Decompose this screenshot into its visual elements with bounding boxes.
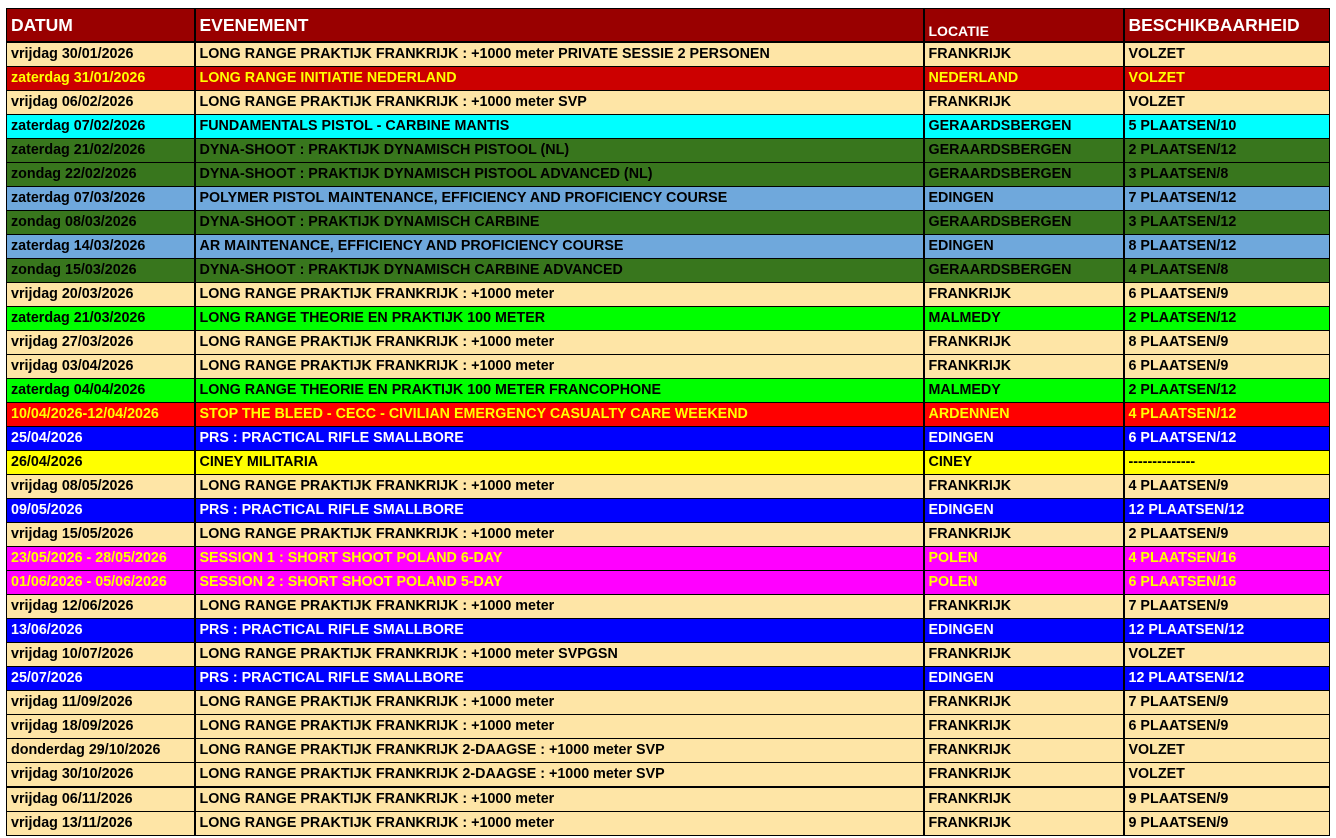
cell-beschikbaarheid: 12 PLAATSEN/12 <box>1124 667 1330 691</box>
cell-beschikbaarheid: 2 PLAATSEN/12 <box>1124 139 1330 163</box>
cell-beschikbaarheid: 7 PLAATSEN/9 <box>1124 595 1330 619</box>
cell-beschikbaarheid: 3 PLAATSEN/8 <box>1124 163 1330 187</box>
table-row <box>7 763 1330 788</box>
cell-beschikbaarheid: 5 PLAATSEN/10 <box>1124 115 1330 139</box>
cell-datum: 23/05/2026 - 28/05/2026 <box>7 547 195 571</box>
cell-beschikbaarheid: VOLZET <box>1124 643 1330 667</box>
cell-beschikbaarheid: 12 PLAATSEN/12 <box>1124 619 1330 643</box>
cell-datum: vrijdag 30/01/2026 <box>7 42 195 67</box>
cell-datum: zaterdag 31/01/2026 <box>7 67 195 91</box>
cell-locatie: FRANKRIJK <box>924 331 1124 355</box>
cell-beschikbaarheid: VOLZET <box>1124 67 1330 91</box>
cell-evenement: LONG RANGE THEORIE EN PRAKTIJK 100 METER FRANCOPHONE <box>195 379 924 403</box>
cell-locatie: GERAARDSBERGEN <box>924 259 1124 283</box>
cell-locatie: ARDENNEN <box>924 403 1124 427</box>
table-row <box>7 259 1330 283</box>
cell-beschikbaarheid: 7 PLAATSEN/12 <box>1124 187 1330 211</box>
cell-locatie: EDINGEN <box>924 187 1124 211</box>
cell-evenement: LONG RANGE PRAKTIJK FRANKRIJK : +1000 meter <box>195 331 924 355</box>
cell-locatie: FRANKRIJK <box>924 739 1124 763</box>
cell-beschikbaarheid: 8 PLAATSEN/9 <box>1124 331 1330 355</box>
table-row <box>7 739 1330 763</box>
cell-evenement: DYNA-SHOOT : PRAKTIJK DYNAMISCH PISTOOL ADVANCED (NL) <box>195 163 924 187</box>
cell-datum: zaterdag 21/02/2026 <box>7 139 195 163</box>
cell-locatie: MALMEDY <box>924 307 1124 331</box>
cell-datum: vrijdag 18/09/2026 <box>7 715 195 739</box>
cell-beschikbaarheid: 2 PLAATSEN/12 <box>1124 379 1330 403</box>
cell-datum: vrijdag 12/06/2026 <box>7 595 195 619</box>
cell-evenement: LONG RANGE PRAKTIJK FRANKRIJK : +1000 meter <box>195 691 924 715</box>
cell-datum: zondag 15/03/2026 <box>7 259 195 283</box>
cell-datum: vrijdag 08/05/2026 <box>7 475 195 499</box>
table-row <box>7 715 1330 739</box>
table-row <box>7 451 1330 475</box>
cell-locatie: FRANKRIJK <box>924 91 1124 115</box>
cell-beschikbaarheid: 7 PLAATSEN/9 <box>1124 691 1330 715</box>
cell-evenement: LONG RANGE PRAKTIJK FRANKRIJK : +1000 meter <box>195 283 924 307</box>
table-header <box>7 9 1330 43</box>
cell-locatie: GERAARDSBERGEN <box>924 139 1124 163</box>
table-row <box>7 787 1330 812</box>
cell-evenement: SESSION 2 : SHORT SHOOT POLAND 5-DAY <box>195 571 924 595</box>
cell-locatie: EDINGEN <box>924 667 1124 691</box>
cell-datum: zaterdag 04/04/2026 <box>7 379 195 403</box>
cell-datum: zondag 22/02/2026 <box>7 163 195 187</box>
cell-evenement: FUNDAMENTALS PISTOL - CARBINE MANTIS <box>195 115 924 139</box>
cell-beschikbaarheid: VOLZET <box>1124 763 1330 788</box>
cell-evenement: LONG RANGE PRAKTIJK FRANKRIJK : +1000 meter SVPGSN <box>195 643 924 667</box>
cell-beschikbaarheid: 4 PLAATSEN/12 <box>1124 403 1330 427</box>
cell-evenement: DYNA-SHOOT : PRAKTIJK DYNAMISCH CARBINE ADVANCED <box>195 259 924 283</box>
table-row <box>7 307 1330 331</box>
cell-beschikbaarheid: 6 PLAATSEN/9 <box>1124 355 1330 379</box>
cell-evenement: LONG RANGE THEORIE EN PRAKTIJK 100 METER <box>195 307 924 331</box>
table-row <box>7 163 1330 187</box>
cell-beschikbaarheid: VOLZET <box>1124 91 1330 115</box>
table-body <box>7 42 1330 836</box>
table-row <box>7 379 1330 403</box>
cell-datum: vrijdag 20/03/2026 <box>7 283 195 307</box>
cell-datum: 25/04/2026 <box>7 427 195 451</box>
cell-datum: zaterdag 21/03/2026 <box>7 307 195 331</box>
cell-beschikbaarheid: -------------- <box>1124 451 1330 475</box>
cell-locatie: FRANKRIJK <box>924 787 1124 812</box>
table-row <box>7 812 1330 836</box>
cell-beschikbaarheid: 6 PLAATSEN/9 <box>1124 283 1330 307</box>
cell-locatie: POLEN <box>924 571 1124 595</box>
cell-evenement: LONG RANGE PRAKTIJK FRANKRIJK : +1000 meter <box>195 523 924 547</box>
table-row <box>7 523 1330 547</box>
cell-locatie: MALMEDY <box>924 379 1124 403</box>
cell-locatie: FRANKRIJK <box>924 595 1124 619</box>
cell-beschikbaarheid: 6 PLAATSEN/12 <box>1124 427 1330 451</box>
cell-evenement: LONG RANGE INITIATIE NEDERLAND <box>195 67 924 91</box>
table-row <box>7 403 1330 427</box>
cell-beschikbaarheid: 4 PLAATSEN/16 <box>1124 547 1330 571</box>
cell-evenement: DYNA-SHOOT : PRAKTIJK DYNAMISCH PISTOOL (NL) <box>195 139 924 163</box>
cell-beschikbaarheid: 8 PLAATSEN/12 <box>1124 235 1330 259</box>
cell-datum: 01/06/2026 - 05/06/2026 <box>7 571 195 595</box>
cell-locatie: FRANKRIJK <box>924 523 1124 547</box>
cell-beschikbaarheid: 2 PLAATSEN/9 <box>1124 523 1330 547</box>
cell-evenement: PRS : PRACTICAL RIFLE SMALLBORE <box>195 619 924 643</box>
table-row <box>7 427 1330 451</box>
cell-datum: vrijdag 06/11/2026 <box>7 787 195 812</box>
table-row <box>7 595 1330 619</box>
table-row <box>7 475 1330 499</box>
cell-evenement: PRS : PRACTICAL RIFLE SMALLBORE <box>195 427 924 451</box>
table-row <box>7 187 1330 211</box>
cell-datum: vrijdag 10/07/2026 <box>7 643 195 667</box>
cell-datum: vrijdag 11/09/2026 <box>7 691 195 715</box>
table-row <box>7 139 1330 163</box>
cell-locatie: FRANKRIJK <box>924 355 1124 379</box>
cell-datum: zaterdag 14/03/2026 <box>7 235 195 259</box>
cell-datum: 26/04/2026 <box>7 451 195 475</box>
cell-beschikbaarheid: 6 PLAATSEN/16 <box>1124 571 1330 595</box>
table-row <box>7 571 1330 595</box>
table-row <box>7 211 1330 235</box>
cell-beschikbaarheid: 4 PLAATSEN/8 <box>1124 259 1330 283</box>
table-row <box>7 667 1330 691</box>
cell-evenement: LONG RANGE PRAKTIJK FRANKRIJK : +1000 meter <box>195 595 924 619</box>
cell-beschikbaarheid: 6 PLAATSEN/9 <box>1124 715 1330 739</box>
cell-beschikbaarheid: 12 PLAATSEN/12 <box>1124 499 1330 523</box>
cell-datum: zaterdag 07/02/2026 <box>7 115 195 139</box>
header-datum: DATUM <box>7 9 195 43</box>
table-row <box>7 499 1330 523</box>
cell-evenement: STOP THE BLEED - CECC - CIVILIAN EMERGENCY CASUALTY CARE WEEKEND <box>195 403 924 427</box>
cell-locatie: FRANKRIJK <box>924 691 1124 715</box>
cell-evenement: LONG RANGE PRAKTIJK FRANKRIJK : +1000 meter <box>195 812 924 836</box>
cell-datum: vrijdag 15/05/2026 <box>7 523 195 547</box>
cell-evenement: DYNA-SHOOT : PRAKTIJK DYNAMISCH CARBINE <box>195 211 924 235</box>
cell-beschikbaarheid: 9 PLAATSEN/9 <box>1124 787 1330 812</box>
table-row <box>7 283 1330 307</box>
table-row <box>7 355 1330 379</box>
cell-locatie: GERAARDSBERGEN <box>924 211 1124 235</box>
cell-evenement: LONG RANGE PRAKTIJK FRANKRIJK : +1000 meter <box>195 787 924 812</box>
cell-locatie: GERAARDSBERGEN <box>924 115 1124 139</box>
cell-datum: vrijdag 30/10/2026 <box>7 763 195 788</box>
cell-datum: vrijdag 27/03/2026 <box>7 331 195 355</box>
cell-evenement: LONG RANGE PRAKTIJK FRANKRIJK : +1000 meter PRIVATE SESSIE 2 PERSONEN <box>195 42 924 67</box>
cell-evenement: LONG RANGE PRAKTIJK FRANKRIJK : +1000 meter <box>195 715 924 739</box>
cell-datum: vrijdag 13/11/2026 <box>7 812 195 836</box>
cell-locatie: EDINGEN <box>924 427 1124 451</box>
cell-evenement: AR MAINTENANCE, EFFICIENCY AND PROFICIENCY COURSE <box>195 235 924 259</box>
cell-beschikbaarheid: 2 PLAATSEN/12 <box>1124 307 1330 331</box>
cell-datum: zaterdag 07/03/2026 <box>7 187 195 211</box>
cell-locatie: NEDERLAND <box>924 67 1124 91</box>
table-row <box>7 331 1330 355</box>
cell-datum: 13/06/2026 <box>7 619 195 643</box>
table-row <box>7 115 1330 139</box>
table-row <box>7 619 1330 643</box>
cell-locatie: FRANKRIJK <box>924 283 1124 307</box>
schedule-table <box>6 8 1330 836</box>
table-row <box>7 42 1330 67</box>
header-row <box>7 9 1330 43</box>
header-locatie: LOCATIE <box>924 9 1124 43</box>
cell-beschikbaarheid: 9 PLAATSEN/9 <box>1124 812 1330 836</box>
table-row <box>7 235 1330 259</box>
cell-datum: donderdag 29/10/2026 <box>7 739 195 763</box>
cell-datum: vrijdag 06/02/2026 <box>7 91 195 115</box>
table-row <box>7 643 1330 667</box>
cell-evenement: PRS : PRACTICAL RIFLE SMALLBORE <box>195 667 924 691</box>
cell-beschikbaarheid: VOLZET <box>1124 739 1330 763</box>
cell-datum: 09/05/2026 <box>7 499 195 523</box>
cell-datum: vrijdag 03/04/2026 <box>7 355 195 379</box>
cell-locatie: EDINGEN <box>924 499 1124 523</box>
cell-beschikbaarheid: 4 PLAATSEN/9 <box>1124 475 1330 499</box>
cell-beschikbaarheid: 3 PLAATSEN/12 <box>1124 211 1330 235</box>
table-row <box>7 547 1330 571</box>
cell-evenement: SESSION 1 : SHORT SHOOT POLAND 6-DAY <box>195 547 924 571</box>
cell-evenement: CINEY MILITARIA <box>195 451 924 475</box>
cell-evenement: LONG RANGE PRAKTIJK FRANKRIJK 2-DAAGSE : +1000 meter SVP <box>195 763 924 788</box>
cell-locatie: CINEY <box>924 451 1124 475</box>
cell-locatie: EDINGEN <box>924 619 1124 643</box>
cell-datum: zondag 08/03/2026 <box>7 211 195 235</box>
cell-evenement: LONG RANGE PRAKTIJK FRANKRIJK : +1000 meter <box>195 355 924 379</box>
cell-locatie: FRANKRIJK <box>924 475 1124 499</box>
cell-evenement: POLYMER PISTOL MAINTENANCE, EFFICIENCY AND PROFICIENCY COURSE <box>195 187 924 211</box>
cell-locatie: FRANKRIJK <box>924 643 1124 667</box>
table-row <box>7 691 1330 715</box>
cell-beschikbaarheid: VOLZET <box>1124 42 1330 67</box>
cell-locatie: FRANKRIJK <box>924 42 1124 67</box>
table-row <box>7 91 1330 115</box>
cell-locatie: GERAARDSBERGEN <box>924 163 1124 187</box>
cell-datum: 25/07/2026 <box>7 667 195 691</box>
cell-locatie: EDINGEN <box>924 235 1124 259</box>
table-row <box>7 67 1330 91</box>
cell-evenement: PRS : PRACTICAL RIFLE SMALLBORE <box>195 499 924 523</box>
header-beschikbaarheid: BESCHIKBAARHEID <box>1124 9 1330 43</box>
cell-evenement: LONG RANGE PRAKTIJK FRANKRIJK 2-DAAGSE : +1000 meter SVP <box>195 739 924 763</box>
cell-locatie: FRANKRIJK <box>924 812 1124 836</box>
cell-datum: 10/04/2026-12/04/2026 <box>7 403 195 427</box>
cell-locatie: FRANKRIJK <box>924 763 1124 788</box>
cell-evenement: LONG RANGE PRAKTIJK FRANKRIJK : +1000 meter SVP <box>195 91 924 115</box>
cell-locatie: POLEN <box>924 547 1124 571</box>
header-evenement: EVENEMENT <box>195 9 924 43</box>
cell-evenement: LONG RANGE PRAKTIJK FRANKRIJK : +1000 meter <box>195 475 924 499</box>
cell-locatie: FRANKRIJK <box>924 715 1124 739</box>
